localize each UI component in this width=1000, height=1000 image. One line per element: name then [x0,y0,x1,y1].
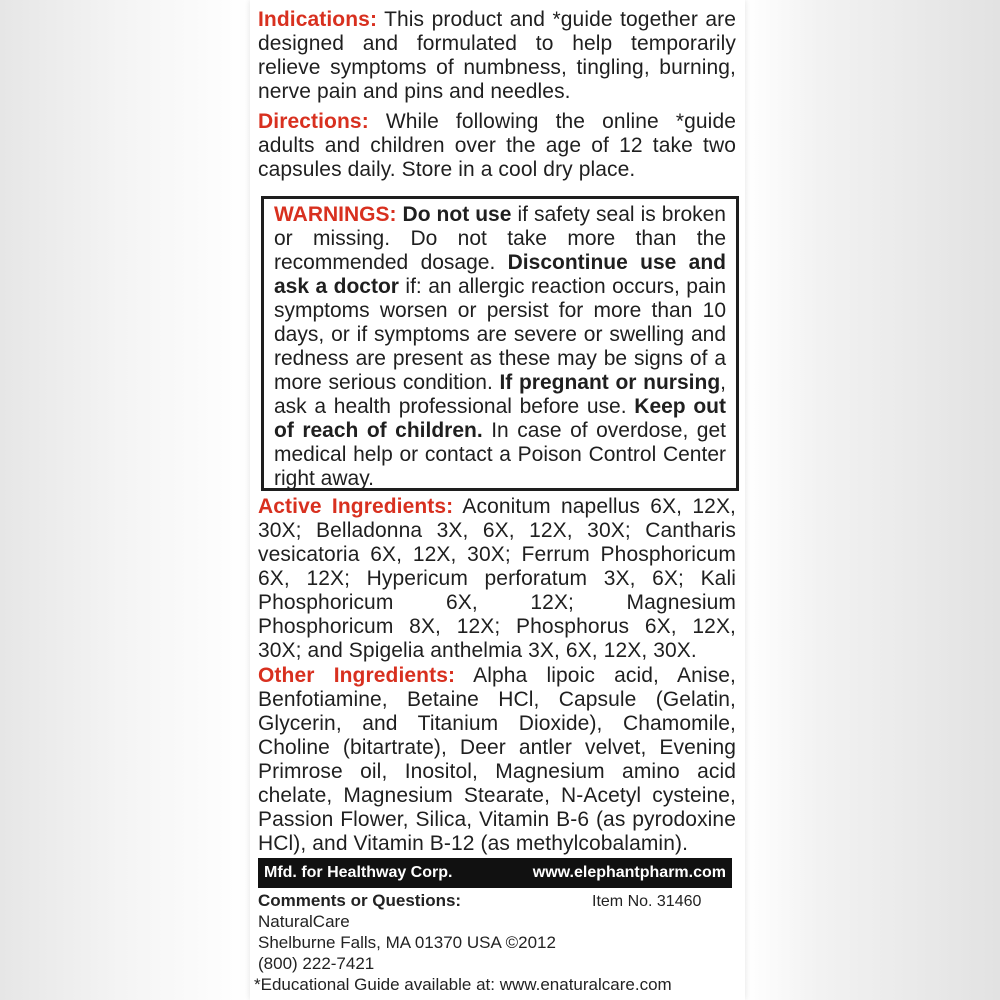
comments-heading: Comments or Questions: [258,891,462,910]
warnings-heading: WARNINGS: [274,203,397,226]
other-ingredients-text: Alpha lipoic acid, Anise, Benfotiamine, Betaine HCl, Capsule (Gelatin, Glycerin, and Titanium Dioxide), Chamomile, Choline (bitartrate), Deer antler velvet, Evening Primrose oil, Inositol, Magnesium amino acid chelate, Magnesium Stearate, N-Acetyl cysteine, Passion Flower, Silica, Vitamin B-6 (as pyrodoxine HCl), and Vitamin B-12 (as methylcobalamin). [258,664,736,855]
active-ingredients-heading: Active Ingredients: [258,495,454,518]
indications-section [258,8,736,104]
indications-text: This product and *guide together are designed and formulated to help temporarily relieve symptoms of numbness, tingling, burning, nerve pain and pins and needles. [258,8,736,103]
warnings-discontinue: Discontinue use and ask a doctor [274,251,726,298]
other-ingredients-section [258,664,736,856]
manufacturer-text: Mfd. for Healthway Corp. [264,864,453,881]
other-ingredients-heading: Other Ingredients: [258,664,456,687]
item-number: Item No. 31460 [592,893,702,910]
company-address: Shelburne Falls, MA 01370 USA ©2012 [258,933,556,952]
warnings-do-not-use: Do not use [396,203,512,226]
active-ingredients-section [258,495,736,663]
directions-text: While following the online *guide adults and children over the age of 12 take two capsules daily. Store in a cool dry place. [258,110,736,181]
manufacturer-url: www.elephantpharm.com [532,864,726,881]
warnings-text-4: In case of overdose, get medical help or contact a Poison Control Center right away. [274,419,726,490]
active-ingredients-text: Aconitum napellus 6X, 12X, 30X; Belladonna 3X, 6X, 12X, 30X; Cantharis vesicatoria 6X, 12X, 30X; Ferrum Phosphoricum 6X, 12X; Hypericum perforatum 3X, 6X; Kali Phosphoricum 6X, 12X; Magnesium Phosphoricum 8X, 12X; Phosphorus 6X, 12X, 30X; and Spigelia anthelmia 3X, 6X, 12X, 30X. [258,495,736,662]
warnings-keep-out: Keep out of reach of children. [274,395,726,442]
warnings-text-1: if safety seal is broken or missing. Do not take more than the recommended dosage. [274,203,726,274]
indications-heading: Indications: [258,8,378,31]
directions-section [258,110,736,182]
manufacturer-bar [258,858,732,888]
directions-heading: Directions: [258,110,369,133]
company-name: NaturalCare [258,912,350,931]
warnings-text-2: if: an allergic reaction occurs, pain symptoms worsen or persist for more than 10 days, or if symptoms are severe or swelling and redness are present as these may be signs of a more serious condition. [274,275,726,394]
educational-guide-note: *Educational Guide available at: www.enaturalcare.com [254,975,672,994]
warnings-text-3: , ask a health professional before use. [274,371,726,418]
warnings-pregnant: If pregnant or nursing [499,371,721,394]
company-phone: (800) 222-7421 [258,954,375,973]
warnings-box [261,196,739,491]
